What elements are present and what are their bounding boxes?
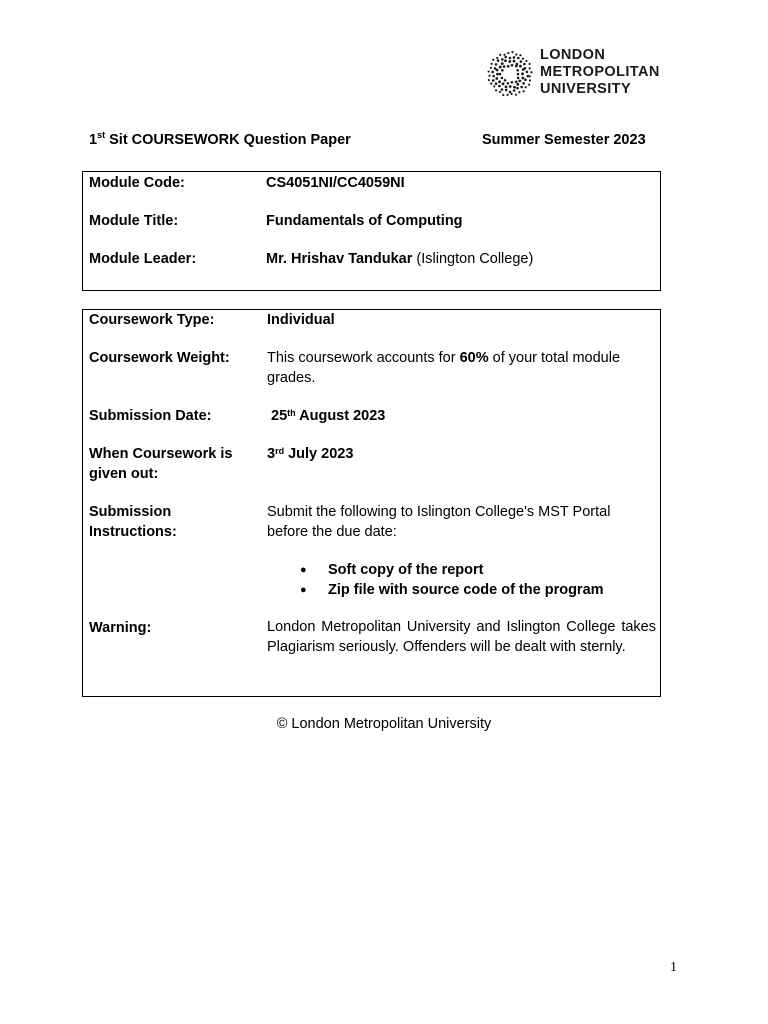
logo-dot — [502, 82, 505, 85]
logo-dot — [515, 53, 517, 55]
logo-dot — [507, 52, 509, 54]
dotted-circle-logo-icon — [486, 46, 536, 100]
coursework-weight-label: Coursework Weight: — [89, 350, 230, 366]
logo-dot — [522, 82, 525, 85]
logo-dot — [495, 77, 498, 80]
university-logo — [486, 46, 686, 100]
leader-name: Mr. Hrishav Tandukar — [266, 251, 413, 267]
semester-label: Summer Semester 2023 — [482, 132, 646, 148]
logo-dot — [508, 60, 511, 63]
logo-dot — [509, 57, 512, 60]
logo-dot — [516, 87, 519, 90]
given-out-label: When Coursework is given out: — [89, 446, 233, 482]
weight-text-pre: This coursework accounts for — [267, 350, 460, 366]
coursework-type-value: Individual — [267, 312, 335, 328]
logo-dot — [515, 94, 517, 96]
logo-dot — [499, 91, 501, 93]
logo-dot — [488, 79, 490, 81]
logo-dot — [515, 81, 518, 84]
leader-college: (Islington College) — [412, 251, 534, 267]
logo-dot — [505, 89, 508, 92]
logo-dot — [499, 73, 502, 76]
coursework-type-label: Coursework Type: — [89, 312, 215, 328]
logo-dot — [518, 80, 521, 83]
logo-line-1: LONDON — [540, 47, 606, 63]
logo-dot — [522, 77, 525, 80]
logo-line-3: UNIVERSITY — [540, 81, 632, 97]
paper-title-text: Sit COURSEWORK Question Paper — [105, 132, 351, 148]
submission-instructions-text: Submit the following to Islington College's MST Portal before the due date: — [267, 504, 611, 540]
logo-dot — [528, 63, 530, 65]
logo-dot — [501, 62, 504, 65]
module-title-value: Fundamentals of Computing — [266, 213, 463, 229]
logo-dot — [499, 66, 502, 69]
logo-dot — [491, 71, 494, 74]
sit-suffix: st — [97, 130, 106, 140]
logo-dot — [503, 54, 505, 56]
logo-dot — [505, 86, 508, 89]
logo-dot — [528, 84, 530, 86]
module-leader-value — [266, 249, 533, 269]
logo-dot — [518, 91, 520, 93]
sit-number: 1 — [89, 132, 98, 148]
logo-dot — [493, 85, 495, 87]
logo-dot — [495, 82, 498, 85]
logo-dot — [530, 71, 532, 73]
warning-label: Warning: — [89, 620, 152, 636]
submission-day: 25 — [271, 408, 288, 424]
logo-dot — [519, 54, 521, 56]
logo-dot — [495, 89, 497, 91]
logo-dot — [494, 67, 497, 70]
logo-dot — [507, 65, 510, 68]
logo-dot — [516, 63, 519, 66]
module-title-label: Module Title: — [89, 213, 179, 229]
submission-items-list — [300, 560, 604, 600]
logo-dot — [523, 90, 525, 92]
given-month-year: July 2023 — [284, 446, 354, 462]
logo-dot — [509, 85, 512, 88]
logo-dot — [522, 58, 524, 60]
list-item: ● Soft copy of the report — [300, 560, 604, 580]
logo-dot — [498, 85, 501, 88]
logo-dot — [526, 71, 529, 74]
given-day: 3 — [267, 446, 276, 462]
logo-dot — [504, 59, 507, 62]
logo-dot — [524, 78, 527, 81]
logo-dot — [492, 75, 495, 78]
submission-date-value — [271, 406, 385, 426]
logo-dot — [507, 94, 509, 96]
given-day-suffix: rd — [275, 446, 285, 456]
logo-wordmark — [540, 47, 660, 98]
logo-dot — [511, 93, 513, 95]
logo-dot — [503, 65, 506, 68]
module-leader-label: Module Leader: — [89, 251, 197, 267]
logo-dot — [496, 57, 498, 59]
logo-dot — [502, 94, 504, 96]
logo-dot — [519, 65, 522, 68]
module-code-label: Module Code: — [89, 175, 185, 191]
logo-dot — [496, 73, 499, 76]
logo-dot — [529, 75, 531, 77]
logo-dot — [513, 89, 516, 92]
logo-dot — [521, 72, 524, 75]
submission-date-label: Submission Date: — [89, 408, 212, 424]
logo-dot — [511, 64, 514, 67]
logo-dot — [504, 56, 507, 59]
list-item: ● Zip file with source code of the program — [300, 580, 604, 600]
logo-dot — [520, 86, 523, 89]
logo-dot — [504, 79, 507, 82]
logo-dot — [497, 59, 500, 62]
coursework-weight-value — [267, 348, 647, 388]
logo-dot — [517, 73, 520, 76]
logo-dot — [516, 83, 519, 86]
submission-month-year: August 2023 — [295, 408, 386, 424]
copyright-notice — [0, 716, 768, 732]
logo-dot — [499, 54, 501, 56]
logo-dot — [524, 67, 527, 70]
logo-dot — [491, 63, 493, 65]
page-number: 1 — [670, 960, 677, 975]
logo-dot — [490, 82, 492, 84]
logo-dot — [495, 63, 498, 66]
logo-dot — [492, 59, 494, 61]
logo-dot — [490, 67, 492, 69]
logo-dot — [513, 86, 516, 89]
submission-day-suffix: th — [287, 408, 296, 418]
logo-dot — [507, 82, 510, 85]
logo-dot — [501, 69, 504, 72]
logo-dot — [498, 80, 501, 83]
logo-dot — [517, 57, 520, 60]
given-out-value — [267, 444, 353, 464]
logo-dot — [509, 91, 512, 94]
logo-dot — [511, 51, 513, 53]
logo-dot — [488, 70, 490, 72]
logo-dot — [529, 79, 531, 81]
logo-dot — [501, 77, 504, 80]
copyright-text: © London Metropolitan University — [276, 716, 492, 732]
logo-dot — [517, 77, 520, 80]
logo-dot — [501, 88, 504, 91]
logo-dot — [516, 69, 519, 72]
logo-dot — [529, 67, 531, 69]
logo-dot — [513, 60, 516, 63]
logo-line-2: METROPOLITAN — [540, 64, 660, 80]
logo-dot — [525, 86, 527, 88]
weight-text-post: of your total module grades. — [267, 350, 621, 386]
submission-instructions-label: Submission Instructions: — [89, 504, 177, 540]
logo-dot — [511, 81, 514, 84]
logo-dot — [520, 60, 523, 63]
logo-dot — [523, 63, 526, 66]
logo-dot — [525, 60, 527, 62]
weight-percentage: 60% — [459, 350, 489, 366]
logo-dot — [488, 75, 490, 77]
logo-dot — [513, 56, 516, 59]
logo-dot — [501, 58, 504, 61]
warning-text: London Metropolitan University and Islington College takes Plagiarism seriously. Offenders will be dealt with sternly. — [267, 619, 656, 655]
logo-dot — [492, 79, 495, 82]
paper-title — [89, 132, 351, 148]
module-code-value: CS4051NI/CC4059NI — [266, 175, 405, 191]
